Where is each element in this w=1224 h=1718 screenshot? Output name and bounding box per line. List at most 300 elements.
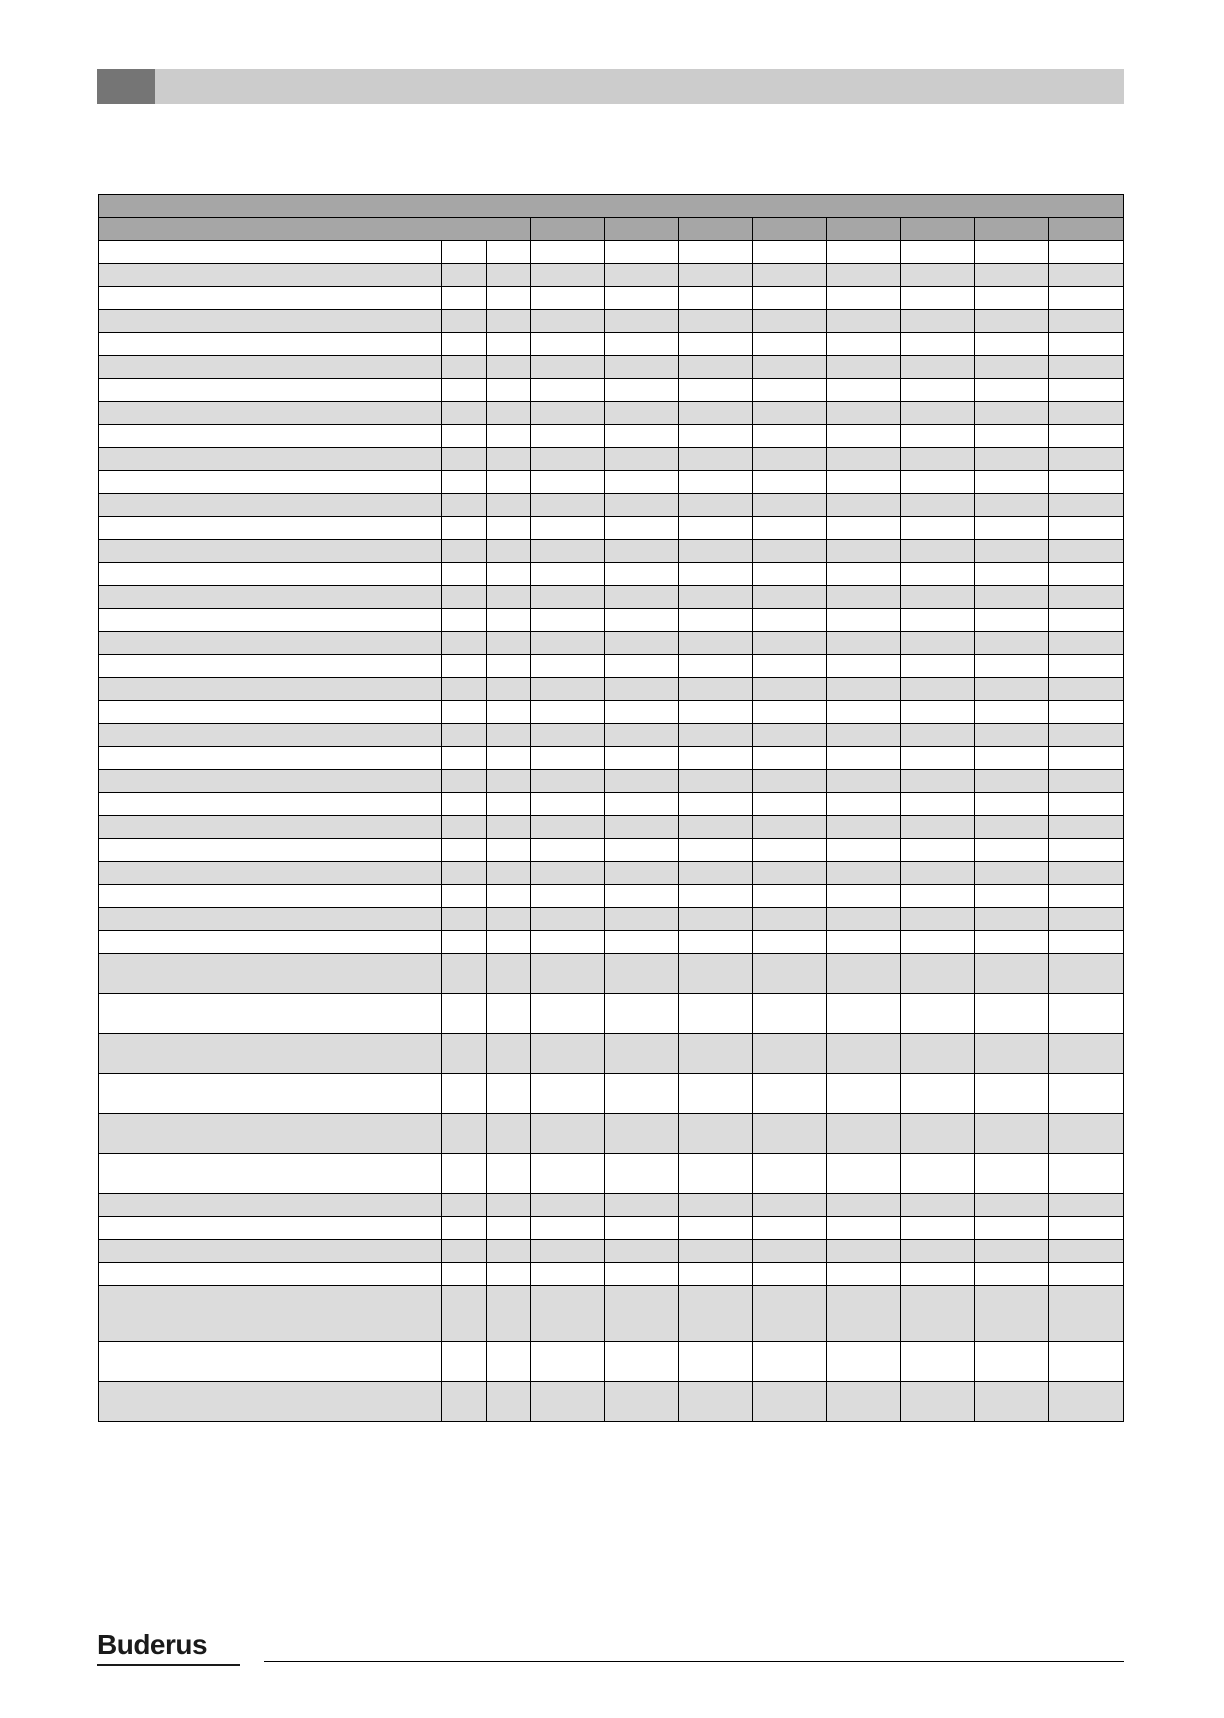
value-cell: [827, 931, 901, 954]
value-cell: [1049, 471, 1124, 494]
value-cell: [531, 655, 605, 678]
unit-cell: [442, 264, 487, 287]
footer-rule: [264, 1661, 1124, 1662]
value-cell: [1049, 885, 1124, 908]
table-row: [99, 287, 1124, 310]
note-cell: [487, 655, 531, 678]
value-cell: [827, 1194, 901, 1217]
table-row: [99, 356, 1124, 379]
value-cell: [753, 994, 827, 1034]
row-label-cell: [99, 885, 442, 908]
table-row: [99, 724, 1124, 747]
value-cell: [753, 1074, 827, 1114]
row-label-cell: [99, 1263, 442, 1286]
note-cell: [487, 1154, 531, 1194]
value-cell: [827, 632, 901, 655]
value-cell: [605, 862, 679, 885]
value-cell: [753, 540, 827, 563]
value-cell: [827, 402, 901, 425]
row-label-cell: [99, 816, 442, 839]
value-cell: [679, 448, 753, 471]
value-cell: [901, 1382, 975, 1422]
value-cell: [975, 1382, 1049, 1422]
value-cell: [531, 287, 605, 310]
value-cell: [753, 701, 827, 724]
value-cell: [605, 241, 679, 264]
value-cell: [975, 563, 1049, 586]
row-label-cell: [99, 1154, 442, 1194]
note-cell: [487, 839, 531, 862]
value-cell: [975, 402, 1049, 425]
value-cell: [1049, 540, 1124, 563]
note-cell: [487, 1114, 531, 1154]
table-title-row: [99, 195, 1124, 218]
value-cell: [605, 701, 679, 724]
value-cell: [679, 1382, 753, 1422]
unit-cell: [442, 724, 487, 747]
row-label-cell: [99, 241, 442, 264]
value-cell: [975, 1154, 1049, 1194]
value-cell: [531, 885, 605, 908]
value-cell: [753, 1342, 827, 1382]
value-cell: [679, 425, 753, 448]
value-cell: [901, 264, 975, 287]
unit-cell: [442, 1114, 487, 1154]
value-cell: [753, 954, 827, 994]
note-cell: [487, 264, 531, 287]
note-cell: [487, 333, 531, 356]
row-label-cell: [99, 632, 442, 655]
value-cell: [827, 793, 901, 816]
value-cell: [753, 333, 827, 356]
value-cell: [753, 586, 827, 609]
value-cell: [901, 655, 975, 678]
value-cell: [1049, 1382, 1124, 1422]
row-label-cell: [99, 609, 442, 632]
value-cell: [901, 379, 975, 402]
value-cell: [753, 655, 827, 678]
value-cell: [605, 678, 679, 701]
value-cell: [827, 517, 901, 540]
unit-cell: [442, 241, 487, 264]
value-cell: [605, 793, 679, 816]
note-cell: [487, 1240, 531, 1263]
unit-cell: [442, 1382, 487, 1422]
row-label-cell: [99, 1114, 442, 1154]
value-cell: [531, 1034, 605, 1074]
table-row: [99, 1286, 1124, 1342]
value-cell: [901, 356, 975, 379]
note-cell: [487, 471, 531, 494]
value-cell: [753, 241, 827, 264]
unit-cell: [442, 1154, 487, 1194]
note-cell: [487, 724, 531, 747]
value-cell: [901, 1286, 975, 1342]
unit-cell: [442, 994, 487, 1034]
unit-cell: [442, 609, 487, 632]
value-cell: [605, 1074, 679, 1114]
value-cell: [901, 1074, 975, 1114]
value-cell: [531, 816, 605, 839]
table-row: [99, 379, 1124, 402]
unit-cell: [442, 954, 487, 994]
value-cell: [605, 379, 679, 402]
note-cell: [487, 517, 531, 540]
row-label-cell: [99, 586, 442, 609]
value-cell: [827, 356, 901, 379]
unit-cell: [442, 1263, 487, 1286]
value-cell: [975, 862, 1049, 885]
value-cell: [975, 241, 1049, 264]
value-cell: [827, 586, 901, 609]
value-cell: [1049, 333, 1124, 356]
value-cell: [827, 862, 901, 885]
value-cell: [531, 770, 605, 793]
value-cell: [827, 747, 901, 770]
value-cell: [827, 287, 901, 310]
value-cell: [753, 1382, 827, 1422]
value-cell: [605, 994, 679, 1034]
value-cell: [827, 1240, 901, 1263]
row-label-cell: [99, 994, 442, 1034]
table-row: [99, 563, 1124, 586]
value-cell: [679, 379, 753, 402]
value-cell: [975, 333, 1049, 356]
value-cell: [975, 494, 1049, 517]
note-cell: [487, 1263, 531, 1286]
value-cell: [901, 994, 975, 1034]
value-cell: [975, 770, 1049, 793]
value-cell: [605, 494, 679, 517]
value-cell: [605, 264, 679, 287]
unit-cell: [442, 379, 487, 402]
value-cell: [679, 1114, 753, 1154]
value-cell: [1049, 310, 1124, 333]
value-cell: [901, 1034, 975, 1074]
unit-cell: [442, 862, 487, 885]
value-cell: [753, 1240, 827, 1263]
value-cell: [605, 632, 679, 655]
value-cell: [827, 908, 901, 931]
value-cell: [901, 241, 975, 264]
table-body: [99, 195, 1124, 1422]
value-cell: [605, 885, 679, 908]
chapter-number-tab: [97, 69, 155, 104]
value-cell: [531, 701, 605, 724]
value-cell: [753, 1114, 827, 1154]
value-cell: [901, 310, 975, 333]
value-cell: [605, 1382, 679, 1422]
value-cell: [1049, 517, 1124, 540]
value-cell: [1049, 770, 1124, 793]
value-cell: [901, 1154, 975, 1194]
value-cell: [975, 517, 1049, 540]
row-label-cell: [99, 724, 442, 747]
table-row: [99, 517, 1124, 540]
table-row: [99, 1034, 1124, 1074]
row-label-cell: [99, 1382, 442, 1422]
value-cell: [975, 994, 1049, 1034]
value-cell: [975, 632, 1049, 655]
value-cell: [975, 586, 1049, 609]
value-cell: [827, 333, 901, 356]
table-row: [99, 1074, 1124, 1114]
row-label-cell: [99, 287, 442, 310]
unit-cell: [442, 448, 487, 471]
note-cell: [487, 563, 531, 586]
value-cell: [1049, 1034, 1124, 1074]
value-cell: [901, 839, 975, 862]
value-cell: [753, 1263, 827, 1286]
table-row: [99, 402, 1124, 425]
value-cell: [901, 678, 975, 701]
value-cell: [605, 724, 679, 747]
row-label-cell: [99, 379, 442, 402]
value-cell: [901, 586, 975, 609]
unit-cell: [442, 517, 487, 540]
value-cell: [827, 540, 901, 563]
row-label-cell: [99, 448, 442, 471]
value-cell: [975, 1034, 1049, 1074]
value-cell: [753, 1194, 827, 1217]
value-cell: [975, 609, 1049, 632]
value-cell: [531, 1154, 605, 1194]
value-cell: [605, 839, 679, 862]
unit-cell: [442, 333, 487, 356]
unit-cell: [442, 793, 487, 816]
value-cell: [827, 264, 901, 287]
value-cell: [901, 1263, 975, 1286]
value-cell: [901, 931, 975, 954]
value-cell: [531, 1074, 605, 1114]
value-cell: [975, 264, 1049, 287]
value-cell: [1049, 241, 1124, 264]
value-cell: [605, 540, 679, 563]
note-cell: [487, 379, 531, 402]
note-cell: [487, 1342, 531, 1382]
value-cell: [975, 655, 1049, 678]
value-cell: [901, 448, 975, 471]
table-header-row: [99, 218, 1124, 241]
value-cell: [605, 1194, 679, 1217]
note-cell: [487, 678, 531, 701]
value-cell: [753, 862, 827, 885]
row-label-cell: [99, 1034, 442, 1074]
value-cell: [753, 563, 827, 586]
value-cell: [531, 724, 605, 747]
value-cell: [1049, 655, 1124, 678]
value-cell: [827, 816, 901, 839]
value-cell: [1049, 1074, 1124, 1114]
value-cell: [531, 241, 605, 264]
value-cell: [753, 425, 827, 448]
row-label-cell: [99, 471, 442, 494]
value-cell: [1049, 448, 1124, 471]
note-cell: [487, 747, 531, 770]
table-row: [99, 494, 1124, 517]
table-row: [99, 471, 1124, 494]
value-cell: [1049, 816, 1124, 839]
value-cell: [975, 931, 1049, 954]
value-cell: [975, 425, 1049, 448]
value-cell: [679, 1342, 753, 1382]
value-cell: [753, 1217, 827, 1240]
row-label-cell: [99, 356, 442, 379]
value-cell: [605, 1217, 679, 1240]
value-cell: [753, 448, 827, 471]
value-cell: [753, 885, 827, 908]
value-cell: [827, 494, 901, 517]
value-cell: [975, 448, 1049, 471]
row-label-cell: [99, 678, 442, 701]
value-cell: [827, 609, 901, 632]
value-cell: [531, 333, 605, 356]
value-cell: [901, 609, 975, 632]
value-cell: [679, 1194, 753, 1217]
note-cell: [487, 402, 531, 425]
value-cell: [605, 747, 679, 770]
table-row: [99, 931, 1124, 954]
value-cell: [531, 1342, 605, 1382]
table-row: [99, 793, 1124, 816]
value-cell: [679, 494, 753, 517]
value-cell: [679, 609, 753, 632]
value-cell: [1049, 908, 1124, 931]
note-cell: [487, 885, 531, 908]
table-row: [99, 862, 1124, 885]
unit-cell: [442, 931, 487, 954]
unit-cell: [442, 1034, 487, 1074]
value-cell: [901, 770, 975, 793]
unit-cell: [442, 1342, 487, 1382]
value-cell: [531, 678, 605, 701]
row-label-cell: [99, 333, 442, 356]
brand-name: Buderus: [97, 1629, 208, 1660]
value-cell: [901, 1342, 975, 1382]
row-label-cell: [99, 402, 442, 425]
value-cell: [531, 1382, 605, 1422]
table-row: [99, 770, 1124, 793]
note-cell: [487, 908, 531, 931]
note-cell: [487, 287, 531, 310]
value-cell: [901, 1114, 975, 1154]
value-cell: [1049, 839, 1124, 862]
value-cell: [827, 954, 901, 994]
value-cell: [827, 701, 901, 724]
value-cell: [753, 310, 827, 333]
value-cell: [531, 402, 605, 425]
unit-cell: [442, 402, 487, 425]
value-cell: [975, 287, 1049, 310]
value-cell: [531, 632, 605, 655]
value-cell: [679, 747, 753, 770]
value-cell: [531, 1217, 605, 1240]
unit-cell: [442, 287, 487, 310]
value-cell: [605, 563, 679, 586]
value-cell: [753, 402, 827, 425]
value-cell: [753, 816, 827, 839]
table-row: [99, 333, 1124, 356]
value-cell: [1049, 954, 1124, 994]
value-cell: [605, 517, 679, 540]
row-label-cell: [99, 1286, 442, 1342]
value-cell: [531, 586, 605, 609]
value-cell: [901, 563, 975, 586]
value-cell: [753, 793, 827, 816]
note-cell: [487, 632, 531, 655]
note-cell: [487, 994, 531, 1034]
value-cell: [753, 632, 827, 655]
value-cell: [679, 1154, 753, 1194]
row-label-cell: [99, 264, 442, 287]
table-row: [99, 1154, 1124, 1194]
value-cell: [679, 994, 753, 1034]
value-cell: [679, 908, 753, 931]
value-cell: [901, 724, 975, 747]
note-cell: [487, 1034, 531, 1074]
unit-cell: [442, 747, 487, 770]
chapter-header-bar: [97, 69, 1124, 104]
value-cell: [827, 885, 901, 908]
value-cell: [827, 1034, 901, 1074]
value-cell: [1049, 931, 1124, 954]
value-cell: [605, 356, 679, 379]
row-label-cell: [99, 1342, 442, 1382]
value-cell: [679, 1034, 753, 1074]
value-cell: [679, 517, 753, 540]
value-cell: [679, 678, 753, 701]
value-cell: [1049, 747, 1124, 770]
value-cell: [531, 1263, 605, 1286]
note-cell: [487, 241, 531, 264]
row-label-cell: [99, 655, 442, 678]
value-cell: [605, 425, 679, 448]
value-cell: [679, 310, 753, 333]
value-cell: [605, 1263, 679, 1286]
value-cell: [531, 954, 605, 994]
value-cell: [605, 816, 679, 839]
note-cell: [487, 1217, 531, 1240]
note-cell: [487, 540, 531, 563]
table-row: [99, 954, 1124, 994]
note-cell: [487, 793, 531, 816]
value-cell: [901, 471, 975, 494]
value-cell: [605, 609, 679, 632]
unit-cell: [442, 1074, 487, 1114]
row-label-cell: [99, 1194, 442, 1217]
spec-table-wrapper: [98, 194, 1124, 1422]
value-cell: [679, 1286, 753, 1342]
technical-data-table: [98, 194, 1124, 1422]
value-cell: [531, 310, 605, 333]
value-cell: [901, 908, 975, 931]
value-cell: [1049, 425, 1124, 448]
value-cell: [827, 471, 901, 494]
header-cell-model: [975, 218, 1049, 241]
table-row: [99, 609, 1124, 632]
unit-cell: [442, 839, 487, 862]
note-cell: [487, 816, 531, 839]
unit-cell: [442, 540, 487, 563]
value-cell: [901, 816, 975, 839]
table-row: [99, 1194, 1124, 1217]
value-cell: [753, 379, 827, 402]
value-cell: [901, 1240, 975, 1263]
value-cell: [1049, 678, 1124, 701]
value-cell: [1049, 402, 1124, 425]
value-cell: [901, 954, 975, 994]
unit-cell: [442, 816, 487, 839]
